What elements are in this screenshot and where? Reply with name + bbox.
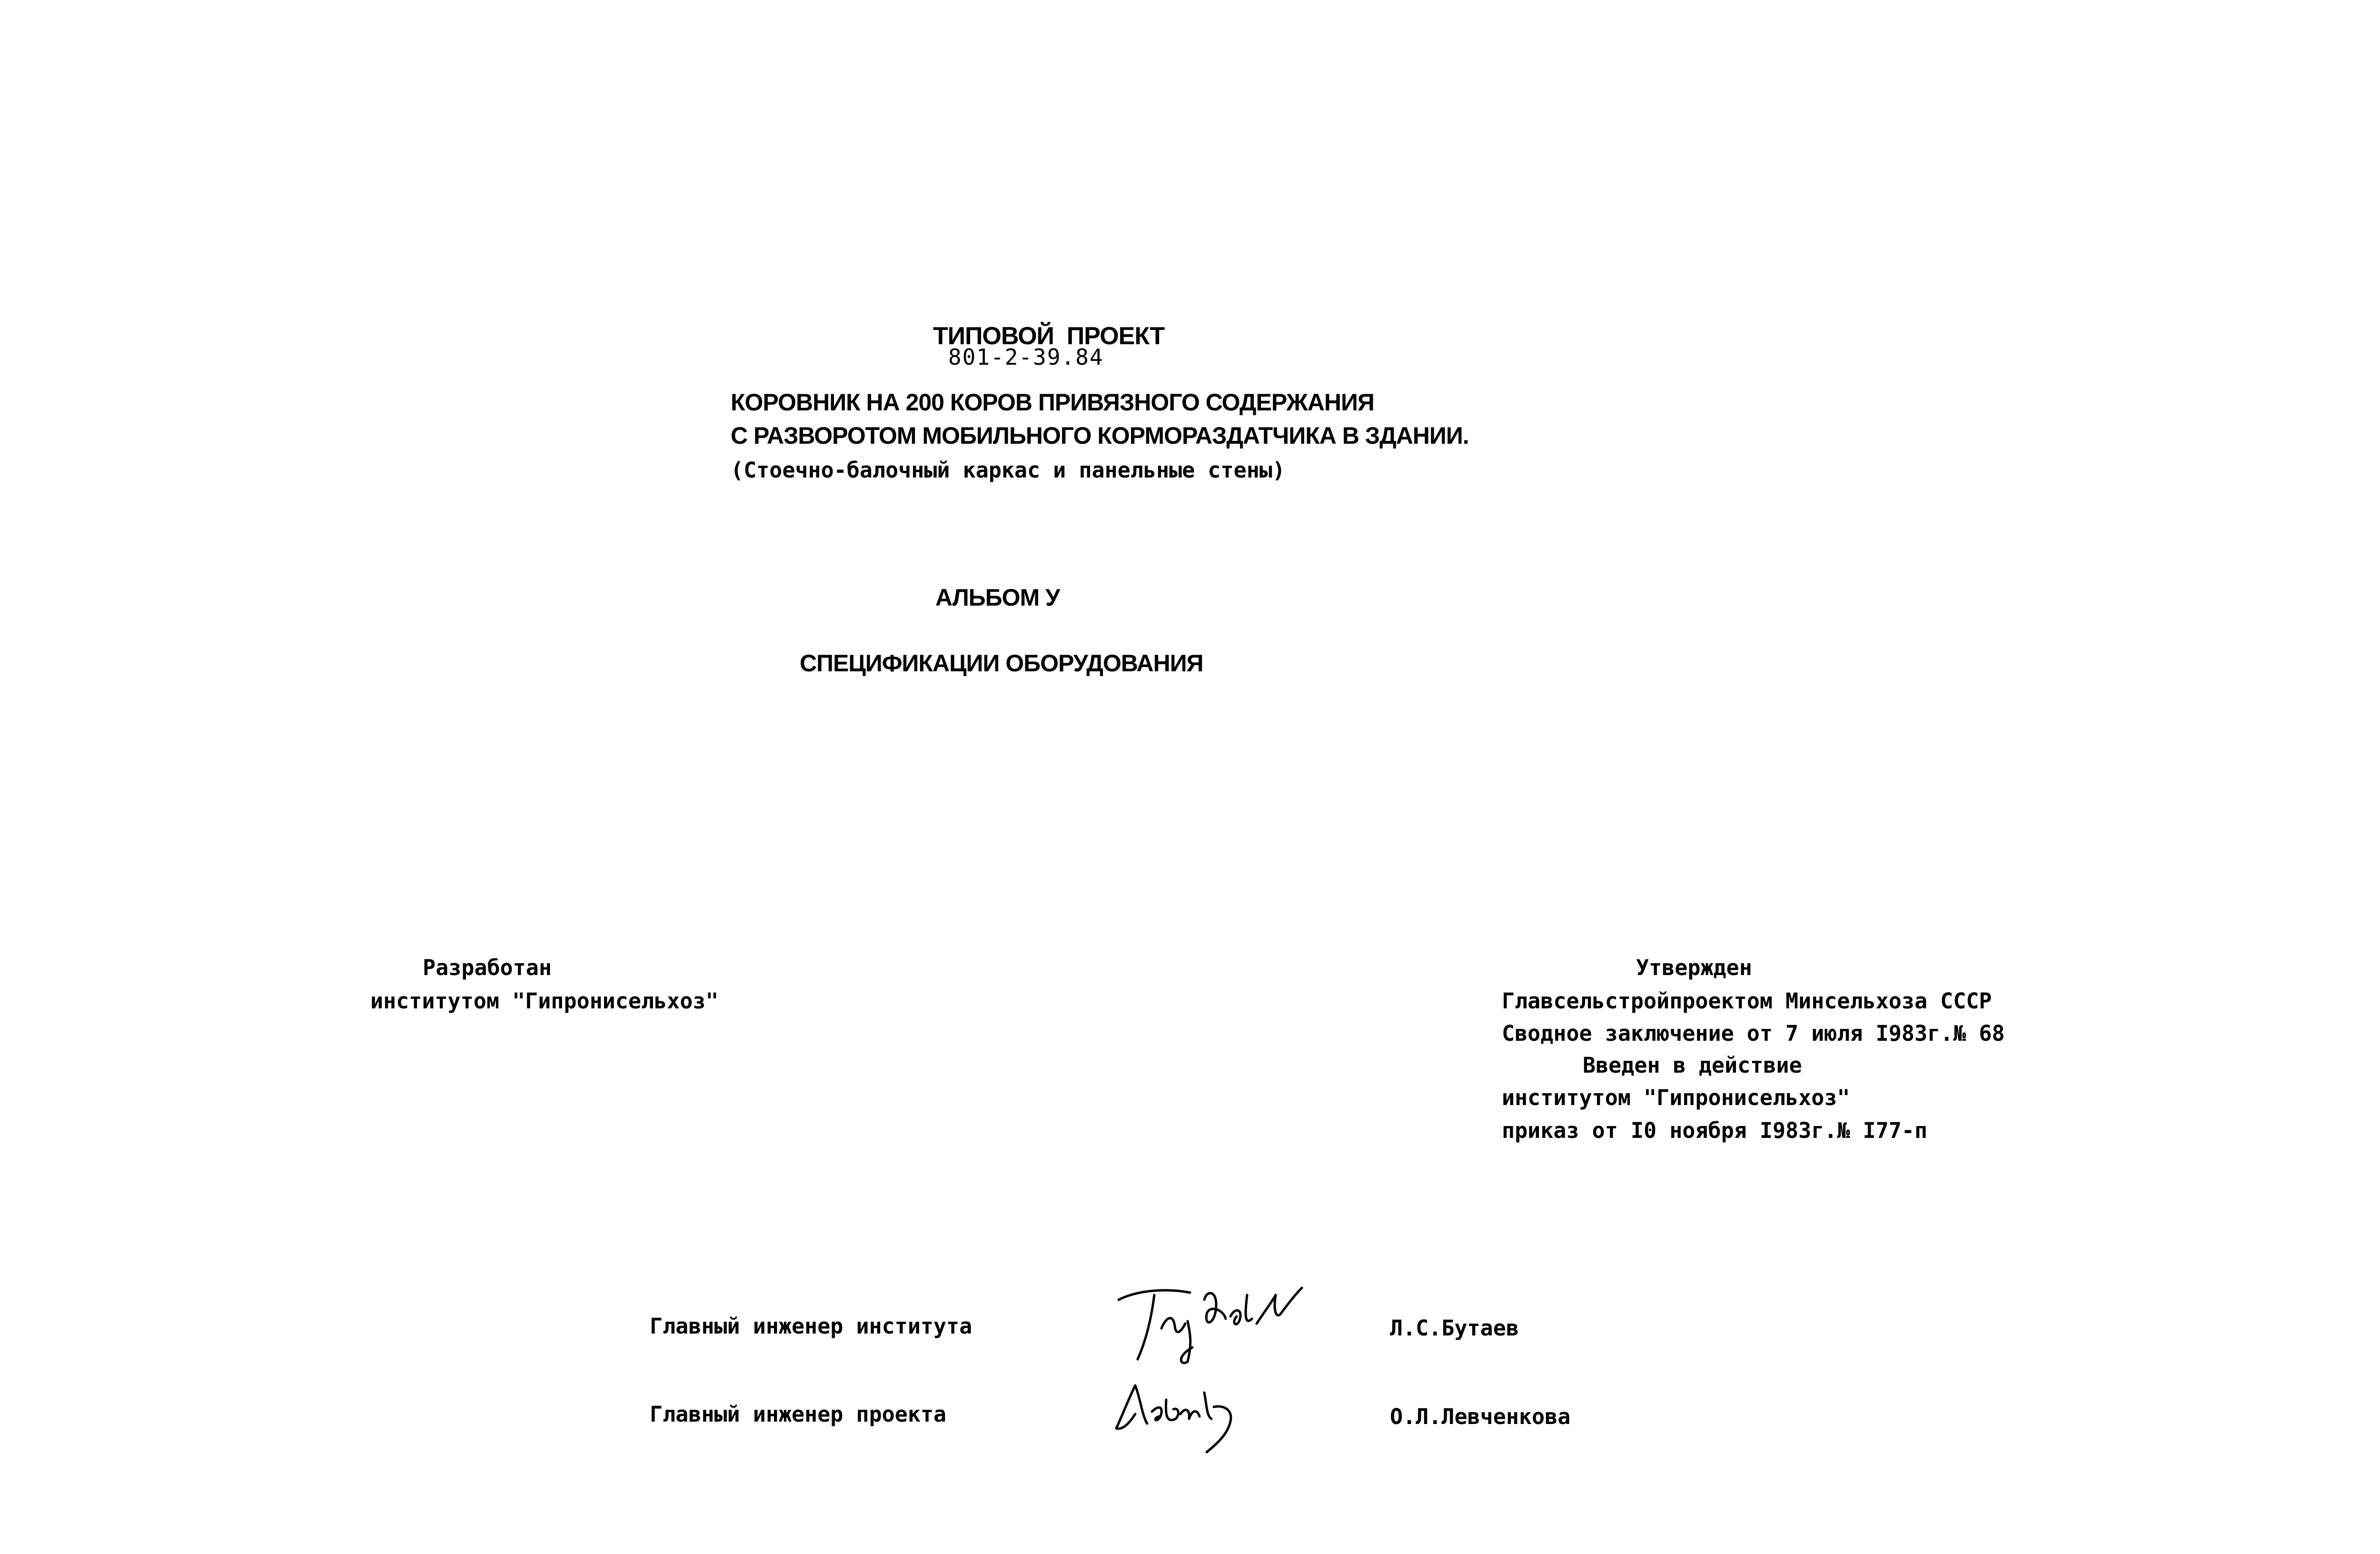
chief-engineer-institute-name: Л.С.Бутаев: [1390, 1315, 1519, 1341]
album-subtitle: СПЕЦИФИКАЦИИ ОБОРУДОВАНИЯ: [800, 650, 1203, 677]
signature-butaev: [1109, 1271, 1309, 1366]
chief-engineer-project-name: О.Л.Левченкова: [1390, 1404, 1571, 1429]
approval-conclusion: Сводное заключение от 7 июля I983г.№ 68: [1502, 1021, 2005, 1046]
project-title-line-3: (Стоечно-балочный каркас и панельные стены): [731, 458, 1285, 483]
project-type-heading: ТИПОВОЙ ПРОЕКТ: [933, 322, 1165, 350]
developed-by-institute: институтом "Гипронисельхоз": [370, 988, 719, 1014]
album-label: АЛЬБОМ У: [935, 584, 1060, 611]
enactment-order: приказ от I0 ноября I983г.№ I77-п: [1502, 1118, 1928, 1143]
enacted-by-institute: институтом "Гипронисельхоз": [1502, 1085, 1850, 1110]
enacted-label: Введен в действие: [1583, 1053, 1802, 1078]
chief-engineer-project-role: Главный инженер проекта: [650, 1402, 947, 1427]
project-title-line-1: КОРОВНИК НА 200 КОРОВ ПРИВЯЗНОГО СОДЕРЖАНИЯ: [731, 389, 1374, 416]
signature-levchenkova: [1109, 1371, 1252, 1457]
project-number: 801-2-39.84: [948, 344, 1104, 370]
approved-label: Утвержден: [1636, 955, 1752, 980]
approved-by: Главсельстройпроектом Минсельхоза СССР: [1502, 988, 1992, 1014]
developed-by-label: Разработан: [423, 955, 552, 980]
chief-engineer-institute-role: Главный инженер института: [650, 1314, 972, 1339]
project-title-line-2: С РАЗВОРОТОМ МОБИЛЬНОГО КОРМОРАЗДАТЧИКА В ЗДАНИИ.: [731, 422, 1469, 449]
